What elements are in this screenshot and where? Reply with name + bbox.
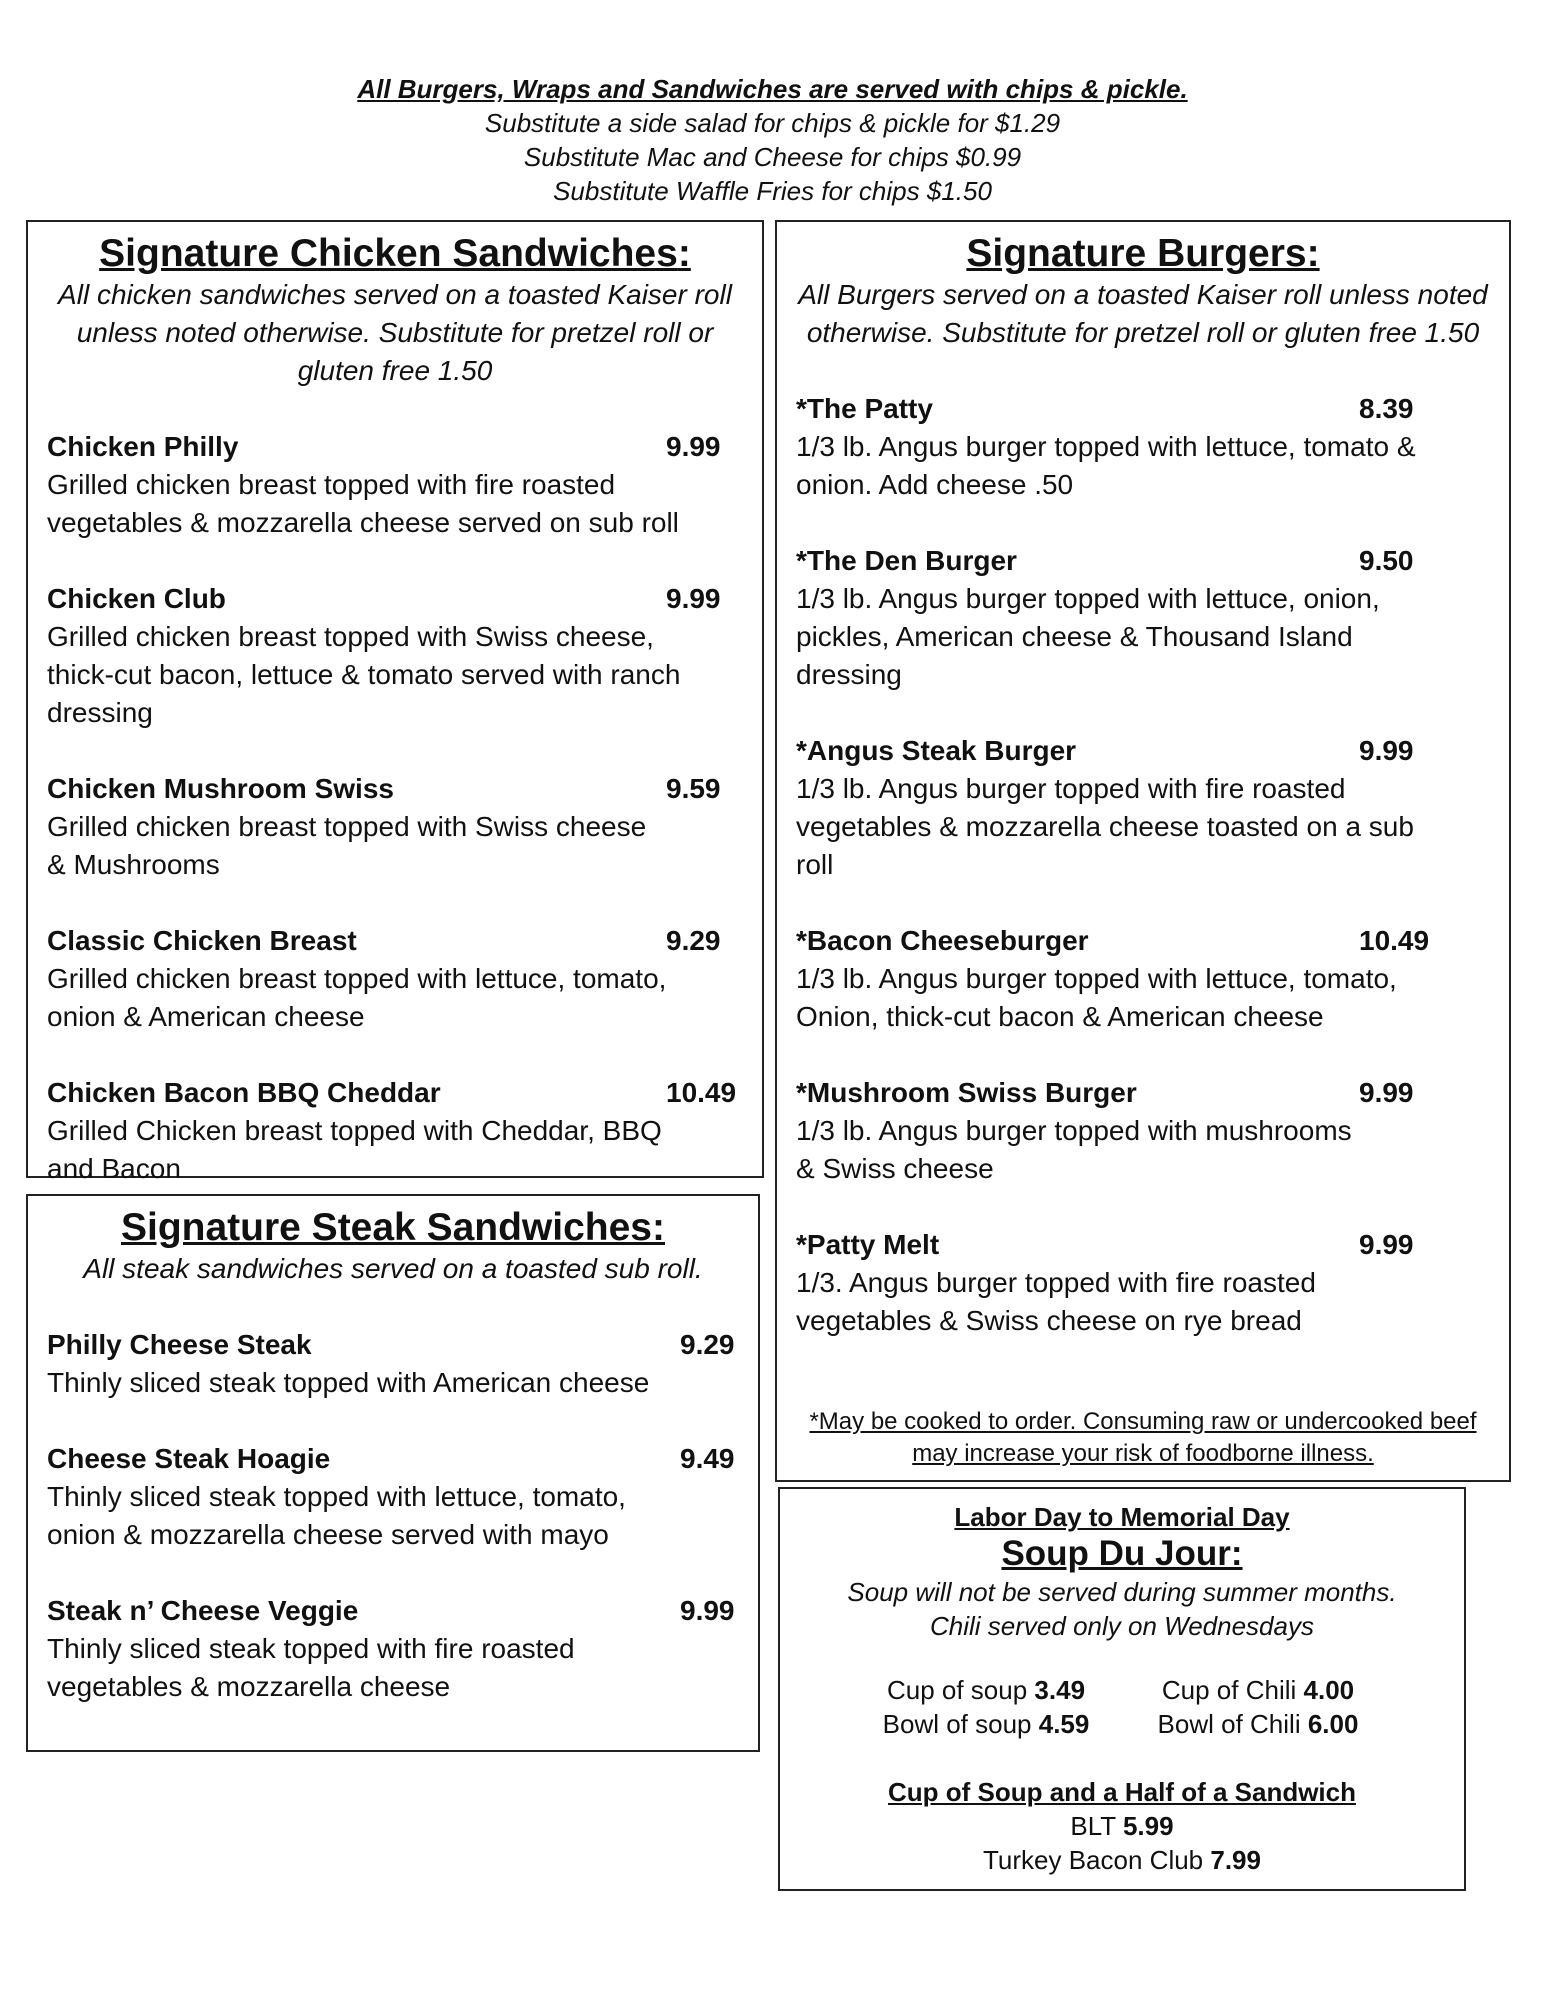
menu-item-list: [777, 390, 1509, 1340]
soup-price: 4.00: [1303, 1675, 1355, 1705]
item-description: 1/3 lb. Angus burger topped with lettuce, onion, pickles, American cheese & Thousand Island dressing: [796, 583, 1380, 690]
combo-label: Turkey Bacon Club: [983, 1845, 1204, 1875]
menu-header: [0, 72, 1545, 208]
item-price: 9.99: [680, 1595, 735, 1626]
soup-price-item: [850, 1673, 1122, 1707]
menu-item: [47, 580, 762, 732]
soup-price: 4.59: [1038, 1709, 1090, 1739]
soup-label: Bowl of Chili: [1157, 1709, 1301, 1739]
chicken-sandwiches-section: [26, 220, 764, 1184]
soup-label: Cup of soup: [886, 1675, 1028, 1705]
item-description: 1/3 lb. Angus burger topped with lettuce, tomato, Onion, thick-cut bacon & American cheese: [796, 963, 1397, 1032]
item-description: Grilled chicken breast topped with lettuce, tomato, onion & American cheese: [47, 963, 667, 1032]
combo-price: 5.99: [1122, 1811, 1174, 1841]
header-sub-note: Substitute Waffle Fries for chips $1.50: [553, 176, 992, 206]
menu-item: [796, 1074, 1509, 1188]
menu-item: [47, 922, 762, 1036]
item-description: 1/3 lb. Angus burger topped with mushrooms & Swiss cheese: [796, 1115, 1352, 1184]
item-name: Classic Chicken Breast: [47, 925, 357, 956]
item-name: *The Patty: [796, 393, 933, 424]
soup-price-item: [1122, 1707, 1394, 1741]
item-price: 9.59: [666, 773, 721, 804]
section-note: All chicken sandwiches served on a toasted Kaiser roll unless noted otherwise. Substitute for pretzel roll or gluten free 1.50: [58, 279, 732, 386]
combo-price: 7.99: [1210, 1845, 1261, 1875]
menu-item: [47, 1592, 758, 1706]
combo-item: [780, 1843, 1464, 1877]
section-title: Signature Burgers:: [966, 232, 1320, 275]
soup-label: Bowl of soup: [882, 1709, 1032, 1739]
item-price: 9.49: [680, 1443, 735, 1474]
item-price: 9.29: [666, 925, 721, 956]
soup-note: Chili served only on Wednesdays: [930, 1611, 1314, 1641]
item-name: Chicken Club: [47, 583, 226, 614]
section-title: Signature Steak Sandwiches:: [120, 1206, 665, 1249]
soup-season: Labor Day to Memorial Day: [954, 1502, 1290, 1532]
section-title: Soup Du Jour:: [1001, 1534, 1243, 1573]
header-sub-note: Substitute Mac and Cheese for chips $0.99: [523, 142, 1022, 172]
steak-sandwiches-section: [26, 1194, 760, 1752]
item-name: Cheese Steak Hoagie: [47, 1443, 331, 1474]
soup-section: [778, 1487, 1466, 1891]
item-price: 9.99: [1359, 735, 1414, 766]
soup-price: 6.00: [1307, 1709, 1359, 1739]
item-name: *Angus Steak Burger: [796, 735, 1077, 766]
item-name: Chicken Mushroom Swiss: [47, 773, 394, 804]
menu-item: [796, 542, 1509, 694]
item-price: 10.49: [1359, 925, 1430, 956]
food-safety-disclaimer: *May be cooked to order. Consuming raw or undercooked beef may increase your risk of foodborne illness.: [809, 1408, 1477, 1467]
item-name: Steak n’ Cheese Veggie: [47, 1595, 359, 1626]
soup-label: Cup of Chili: [1161, 1675, 1297, 1705]
item-description: Grilled chicken breast topped with Swiss cheese, thick-cut bacon, lettuce & tomato served with ranch dressing: [47, 621, 681, 728]
menu-item: [47, 1440, 758, 1554]
menu-item: [796, 390, 1509, 504]
menu-item-list: [28, 1326, 758, 1706]
soup-price-item: [1122, 1673, 1394, 1707]
item-name: *Patty Melt: [796, 1229, 940, 1260]
item-price: 9.99: [1359, 1229, 1414, 1260]
combo-title: Cup of Soup and a Half of a Sandwich: [887, 1777, 1356, 1807]
item-name: Philly Cheese Steak: [47, 1329, 312, 1360]
combo-item: [780, 1809, 1464, 1843]
item-description: Thinly sliced steak topped with fire roasted vegetables & mozzarella cheese: [47, 1633, 575, 1702]
item-name: *Mushroom Swiss Burger: [796, 1077, 1137, 1108]
menu-item: [47, 770, 762, 884]
menu-item: [47, 1074, 762, 1188]
item-price: 10.49: [666, 1077, 737, 1108]
item-description: 1/3. Angus burger topped with fire roasted vegetables & Swiss cheese on rye bread: [796, 1267, 1316, 1336]
menu-item: [796, 1226, 1509, 1340]
burgers-section: [775, 220, 1511, 1482]
item-description: Thinly sliced steak topped with American cheese: [47, 1367, 650, 1398]
section-title-colon: :: [677, 232, 691, 275]
item-description: Grilled Chicken breast topped with Cheddar, BBQ and Bacon: [47, 1115, 662, 1184]
header-main-note: All Burgers, Wraps and Sandwiches are served with chips & pickle.: [357, 74, 1188, 104]
menu-item: [47, 428, 762, 542]
menu-item: [796, 922, 1509, 1036]
item-price: 9.99: [666, 431, 721, 462]
item-price: 9.29: [680, 1329, 735, 1360]
item-price: 9.50: [1359, 545, 1414, 576]
combo-label: BLT: [1070, 1811, 1116, 1841]
item-name: *Bacon Cheeseburger: [796, 925, 1089, 956]
soup-price-grid: [850, 1673, 1394, 1741]
soup-note: Soup will not be served during summer months.: [847, 1577, 1397, 1607]
header-sub-note: Substitute a side salad for chips & pickle for $1.29: [484, 108, 1061, 138]
soup-price: 3.49: [1034, 1675, 1086, 1705]
item-description: 1/3 lb. Angus burger topped with lettuce, tomato & onion. Add cheese .50: [796, 431, 1416, 500]
section-note: All steak sandwiches served on a toasted sub roll.: [83, 1253, 703, 1284]
item-name: Chicken Bacon BBQ Cheddar: [47, 1077, 441, 1108]
item-price: 9.99: [666, 583, 721, 614]
soup-price-item: [850, 1707, 1122, 1741]
item-price: 8.39: [1359, 393, 1414, 424]
item-name: Chicken Philly: [47, 431, 239, 462]
menu-item-list: [28, 428, 762, 1188]
menu-item: [47, 1326, 758, 1402]
section-title: [28, 232, 762, 276]
item-description: Thinly sliced steak topped with lettuce, tomato, onion & mozzarella cheese served with mayo: [47, 1481, 626, 1550]
section-title-text: Signature Chicken Sandwiches: [99, 232, 678, 275]
menu-item: [796, 732, 1509, 884]
item-description: 1/3 lb. Angus burger topped with fire roasted vegetables & mozzarella cheese toasted on a sub roll: [796, 773, 1414, 880]
item-price: 9.99: [1359, 1077, 1414, 1108]
item-name: *The Den Burger: [796, 545, 1017, 576]
item-description: Grilled chicken breast topped with fire roasted vegetables & mozzarella cheese served on sub roll: [47, 469, 679, 538]
section-note: All Burgers served on a toasted Kaiser roll unless noted otherwise. Substitute for pretzel roll or gluten free 1.50: [798, 279, 1488, 348]
item-description: Grilled chicken breast topped with Swiss cheese & Mushrooms: [47, 811, 647, 880]
